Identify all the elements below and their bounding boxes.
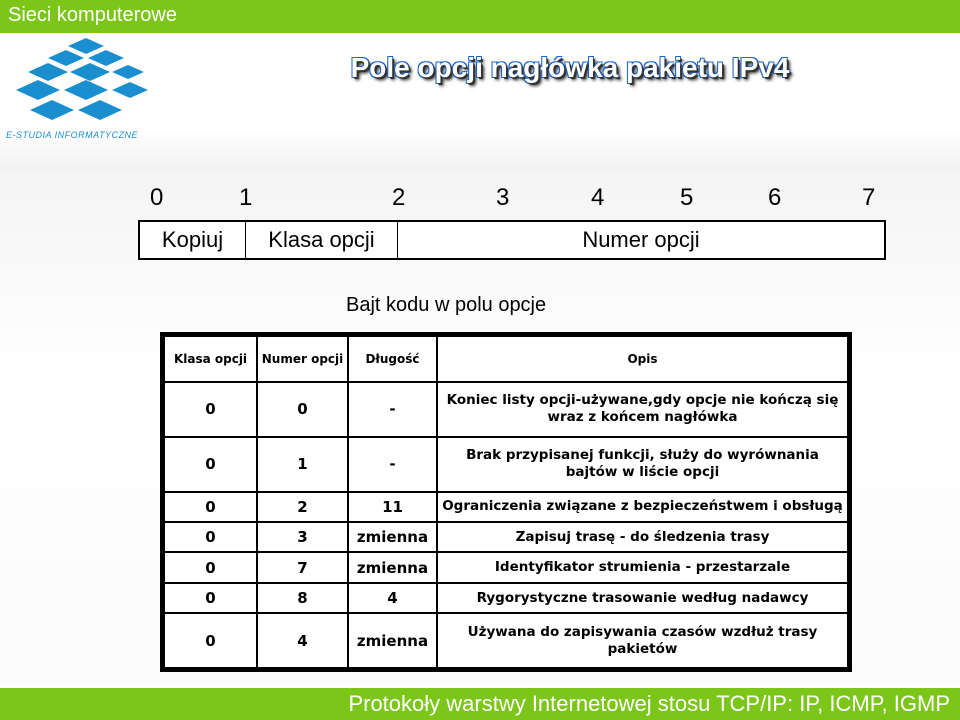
cell-number: 0 [257,382,348,437]
cell-class: 0 [164,492,257,522]
cell-class: 0 [164,552,257,582]
cell-number: 7 [257,552,348,582]
bit-number-4: 4 [591,184,605,211]
cell-class: 0 [164,583,257,613]
bit-number-2: 2 [392,184,406,211]
field-option-number: Numer opcji [582,227,700,252]
footer-text: Protokoły warstwy Internetowej stosu TCP/IP: IP, ICMP, IGMP [348,691,950,716]
cell-length: - [348,437,437,492]
bit-number-7: 7 [862,184,876,211]
footer-bar [0,688,960,720]
cell-number: 2 [257,492,348,522]
cell-number: 4 [257,613,348,668]
options-table [160,332,852,672]
cell-length: 4 [348,583,437,613]
cell-length: zmienna [348,552,437,582]
course-title: Sieci komputerowe [8,4,177,26]
cell-number: 3 [257,522,348,552]
table-row [164,492,848,522]
header-description: Opis [437,336,848,382]
cell-class: 0 [164,382,257,437]
bit-number-1: 1 [239,184,253,211]
table-row [164,437,848,492]
bit-number-6: 6 [768,184,782,211]
cell-number: 8 [257,583,348,613]
cell-description: Brak przypisanej funkcji, służy do wyrównania bajtów w liście opcji [437,437,848,492]
cell-class: 0 [164,437,257,492]
cell-description: Rygorystyczne trasowanie według nadawcy [437,583,848,613]
cell-class: 0 [164,522,257,552]
bit-number-5: 5 [680,184,694,211]
header-option-number: Numer opcji [257,336,348,382]
field-copy: Kopiuj [140,222,246,258]
header-option-class: Klasa opcji [164,336,257,382]
cell-description: Używana do zapisywania czasów wzdłuż trasy pakietów [437,613,848,668]
table-row [164,382,848,437]
cell-length: zmienna [348,613,437,668]
cell-number: 1 [257,437,348,492]
cell-length: 11 [348,492,437,522]
cell-description: Zapisuj trasę - do śledzenia trasy [437,522,848,552]
table-row [164,552,848,582]
field-option-class: Klasa opcji [246,222,398,258]
option-byte-layout [138,220,886,260]
cell-description: Ograniczenia związane z bezpieczeństwem i obsługą [437,492,848,522]
table-row [164,522,848,552]
cell-description: Koniec listy opcji-używane,gdy opcje nie kończą się wraz z końcem nagłówka [437,382,848,437]
bit-number-0: 0 [150,184,164,211]
cell-description: Identyfikator strumienia - przestarzale [437,552,848,582]
table-row [164,613,848,668]
top-bar [0,0,960,33]
logo-text: E-STUDIA INFORMATYCZNE [6,130,138,140]
cell-class: 0 [164,613,257,668]
table-row [164,583,848,613]
caption: Bajt kodu w polu opcje [346,294,547,316]
bit-number-3: 3 [496,184,510,211]
slide-title: Pole opcji nagłówka pakietu IPv4 [350,52,790,83]
cell-length: zmienna [348,522,437,552]
header-length: Długość [348,336,437,382]
table-header-row [164,336,848,382]
cell-length: - [348,382,437,437]
